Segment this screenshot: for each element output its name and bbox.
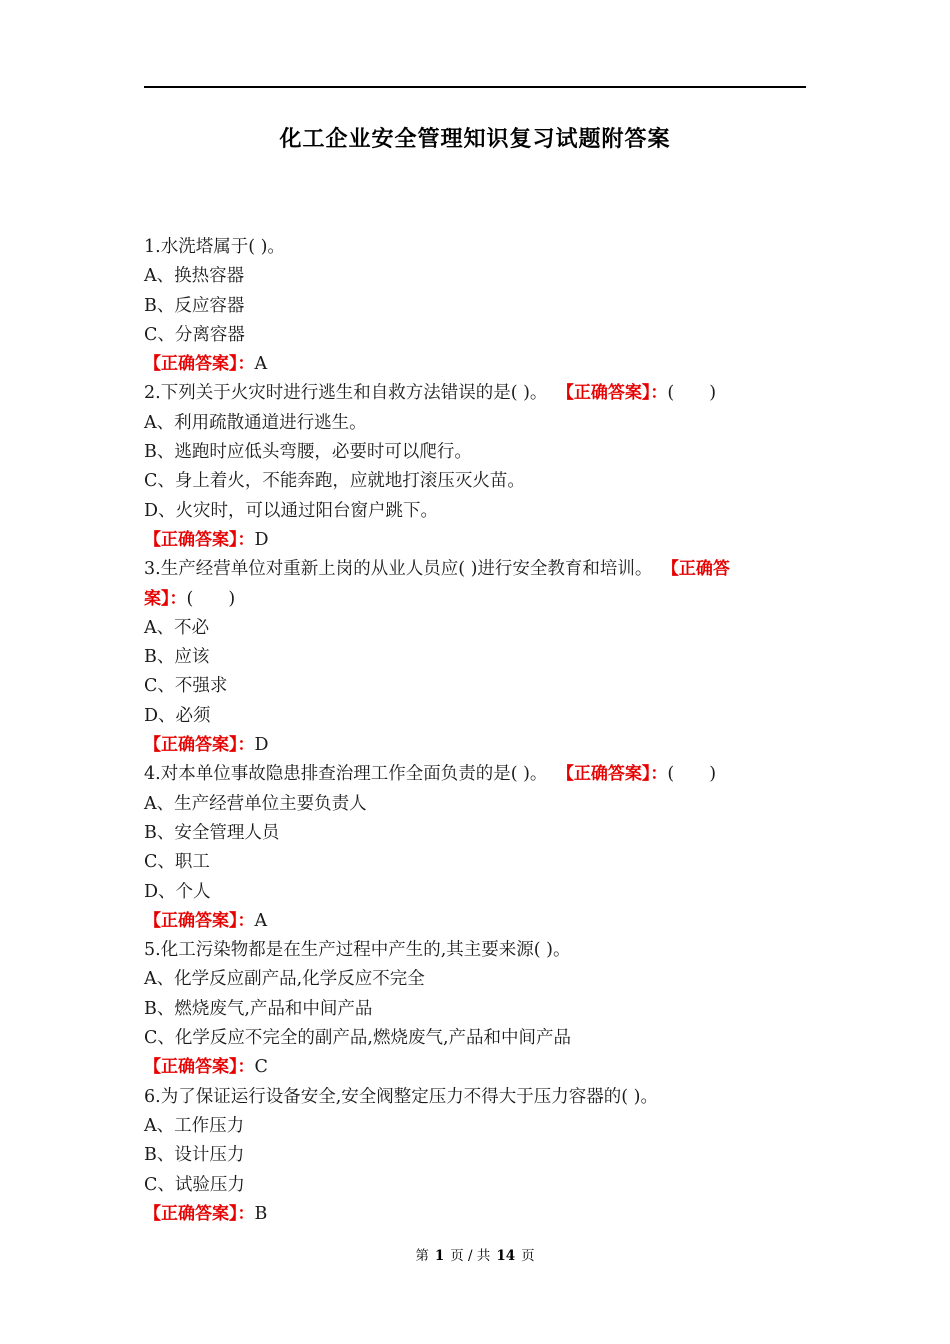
answer-blank: ( ) xyxy=(667,383,717,404)
question-3-stem: 3.生产经营单位对重新上岗的从业人员应( )进行安全教育和培训。 xyxy=(144,559,653,580)
question-2-stem: 2.下列关于火灾时进行逃生和自救方法错误的是( )。 xyxy=(144,383,548,404)
question-6-answer xyxy=(144,1200,806,1229)
question-4-option-c: C、职工 xyxy=(144,852,210,873)
answer-label: 【正确答案】： xyxy=(565,383,668,404)
question-6-option-b: B、设计压力 xyxy=(144,1145,245,1166)
question-3-stem-line xyxy=(144,555,806,584)
question-6-option-a: A、工作压力 xyxy=(144,1115,245,1136)
question-2-stem-line xyxy=(144,379,806,408)
question-5-option-c: C、化学反应不完全的副产品,燃烧废气,产品和中间产品 xyxy=(144,1028,572,1049)
question-2-option-d: D、火灾时，可以通过阳台窗户跳下。 xyxy=(144,500,439,521)
answer-label-part1: 【正确答 xyxy=(670,559,730,580)
page-footer xyxy=(0,1244,950,1264)
question-2-answer xyxy=(144,526,806,555)
question-6-option-c: C、试验压力 xyxy=(144,1174,245,1195)
answer-label: 【正确答案】： xyxy=(565,764,668,785)
footer-mid: 页 / 共 xyxy=(450,1248,491,1264)
answer-value: D xyxy=(254,529,269,550)
question-1-stem: 1.水洗塔属于( )。 xyxy=(144,237,285,257)
answer-value: A xyxy=(254,354,268,375)
question-3-option-d: D、必须 xyxy=(144,705,211,726)
answer-label: 【正确答案】： xyxy=(144,910,255,931)
answer-label-part2: 案】： xyxy=(144,588,187,609)
answer-label: 【正确答案】： xyxy=(144,354,255,375)
current-page: 1 xyxy=(434,1248,445,1264)
question-5-answer xyxy=(144,1053,806,1082)
answer-value: C xyxy=(254,1057,268,1078)
answer-value: A xyxy=(254,910,268,931)
document-title: 化工企业安全管理知识复习试题附答案 xyxy=(279,126,671,152)
question-3-answer xyxy=(144,731,806,760)
question-3-option-b: B、应该 xyxy=(144,647,210,668)
total-pages: 14 xyxy=(496,1248,516,1264)
question-1-option-c: C、分离容器 xyxy=(144,324,245,345)
question-6-stem: 6.为了保证运行设备安全,安全阀整定压力不得大于压力容器的( )。 xyxy=(144,1086,658,1107)
answer-label: 【正确答案】： xyxy=(144,529,255,550)
question-2-option-b: B、逃跑时应低头弯腰，必要时可以爬行。 xyxy=(144,442,472,463)
question-3-option-c: C、不强求 xyxy=(144,676,228,697)
question-4-stem: 4.对本单位事故隐患排查治理工作全面负责的是( )。 xyxy=(144,764,548,785)
question-4-option-b: B、安全管理人员 xyxy=(144,822,280,843)
question-4-stem-line xyxy=(144,760,806,789)
answer-label: 【正确答案】： xyxy=(144,1203,255,1224)
question-2-option-a: A、利用疏散通道进行逃生。 xyxy=(144,412,367,433)
question-5-option-a: A、化学反应副产品,化学反应不完全 xyxy=(144,969,425,990)
question-list xyxy=(144,233,806,1229)
question-5-stem: 5.化工污染物都是在生产过程中产生的,其主要来源( )。 xyxy=(144,940,571,961)
question-4-option-d: D、个人 xyxy=(144,881,211,902)
header-rule xyxy=(144,86,806,88)
question-4-answer xyxy=(144,907,806,936)
footer-post: 页 xyxy=(521,1248,535,1264)
answer-value: B xyxy=(254,1203,268,1224)
answer-label: 【正确答案】： xyxy=(144,735,255,756)
question-3-option-a: A、不必 xyxy=(144,617,210,638)
question-1-option-a: A、换热容器 xyxy=(144,266,245,287)
answer-blank: ( ) xyxy=(667,764,717,785)
question-1-answer xyxy=(144,350,806,379)
answer-label: 【正确答案】： xyxy=(144,1057,255,1078)
question-5-option-b: B、燃烧废气,产品和中间产品 xyxy=(144,998,373,1019)
answer-value: D xyxy=(254,735,269,756)
question-1-option-b: B、反应容器 xyxy=(144,295,245,316)
answer-blank: ( ) xyxy=(186,588,236,609)
footer-pre: 第 xyxy=(415,1248,429,1264)
question-4-option-a: A、生产经营单位主要负责人 xyxy=(144,793,367,814)
question-2-option-c: C、身上着火，不能奔跑，应就地打滚压灭火苗。 xyxy=(144,471,525,492)
question-3-stem-line-2 xyxy=(144,585,806,614)
